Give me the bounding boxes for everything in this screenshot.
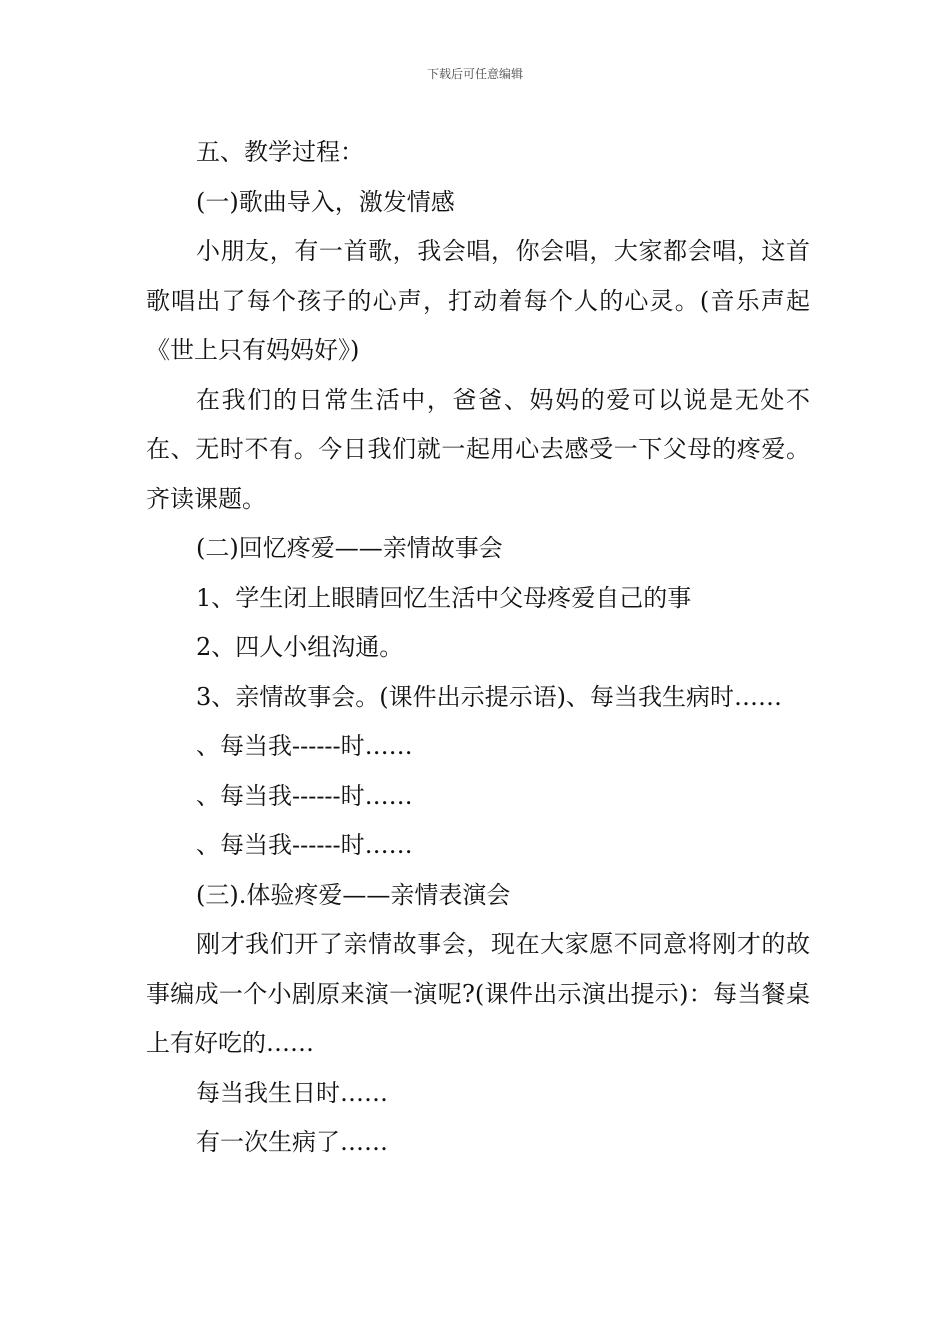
subheading-recall-love: (二)回忆疼爱——亲情故事会 [196,534,503,562]
page-header: 下载后可任意编辑 [426,67,523,81]
list-item-2: 2、四人小组沟通。 [196,633,404,661]
prompt-sick: 有一次生病了…… [196,1128,388,1156]
document-body [146,128,810,1168]
list-item-3: 3、亲情故事会。(课件出示提示语)、每当我生病时…… [196,682,782,711]
section-heading-five: 五、教学过程： [196,138,364,166]
paragraph-song: 小朋友，有一首歌，我会唱，你会唱，大家都会唱，这首歌唱出了每个孩子的心声，打动着每个人的心灵。(音乐声起《世上只有妈妈好》) [146,237,810,364]
paragraph-daily-life: 在我们的日常生活中，爸爸、妈妈的爱可以说是无处不在、无时不有。今日我们就一起用心去感受一下父母的疼爱。齐读课题。 [146,385,810,513]
subheading-song-intro: (一)歌曲导入，激发情感 [196,187,455,216]
prompt-birthday: 每当我生日时…… [196,1078,388,1107]
prompt-line-2: 、每当我------时…… [196,781,413,810]
paragraph-performance: 刚才我们开了亲情故事会，现在大家愿不同意将刚才的故事编成一个小剧原来演一演呢?(课件出示演出提示)：每当餐桌上有好吃的…… [146,930,810,1057]
subheading-experience-love: (三).体验疼爱——亲情表演会 [196,880,511,909]
list-item-1: 1、学生闭上眼睛回忆生活中父母疼爱自己的事 [196,583,692,612]
prompt-line-1: 、每当我------时…… [196,732,413,760]
prompt-line-3: 、每当我------时…… [196,831,413,859]
